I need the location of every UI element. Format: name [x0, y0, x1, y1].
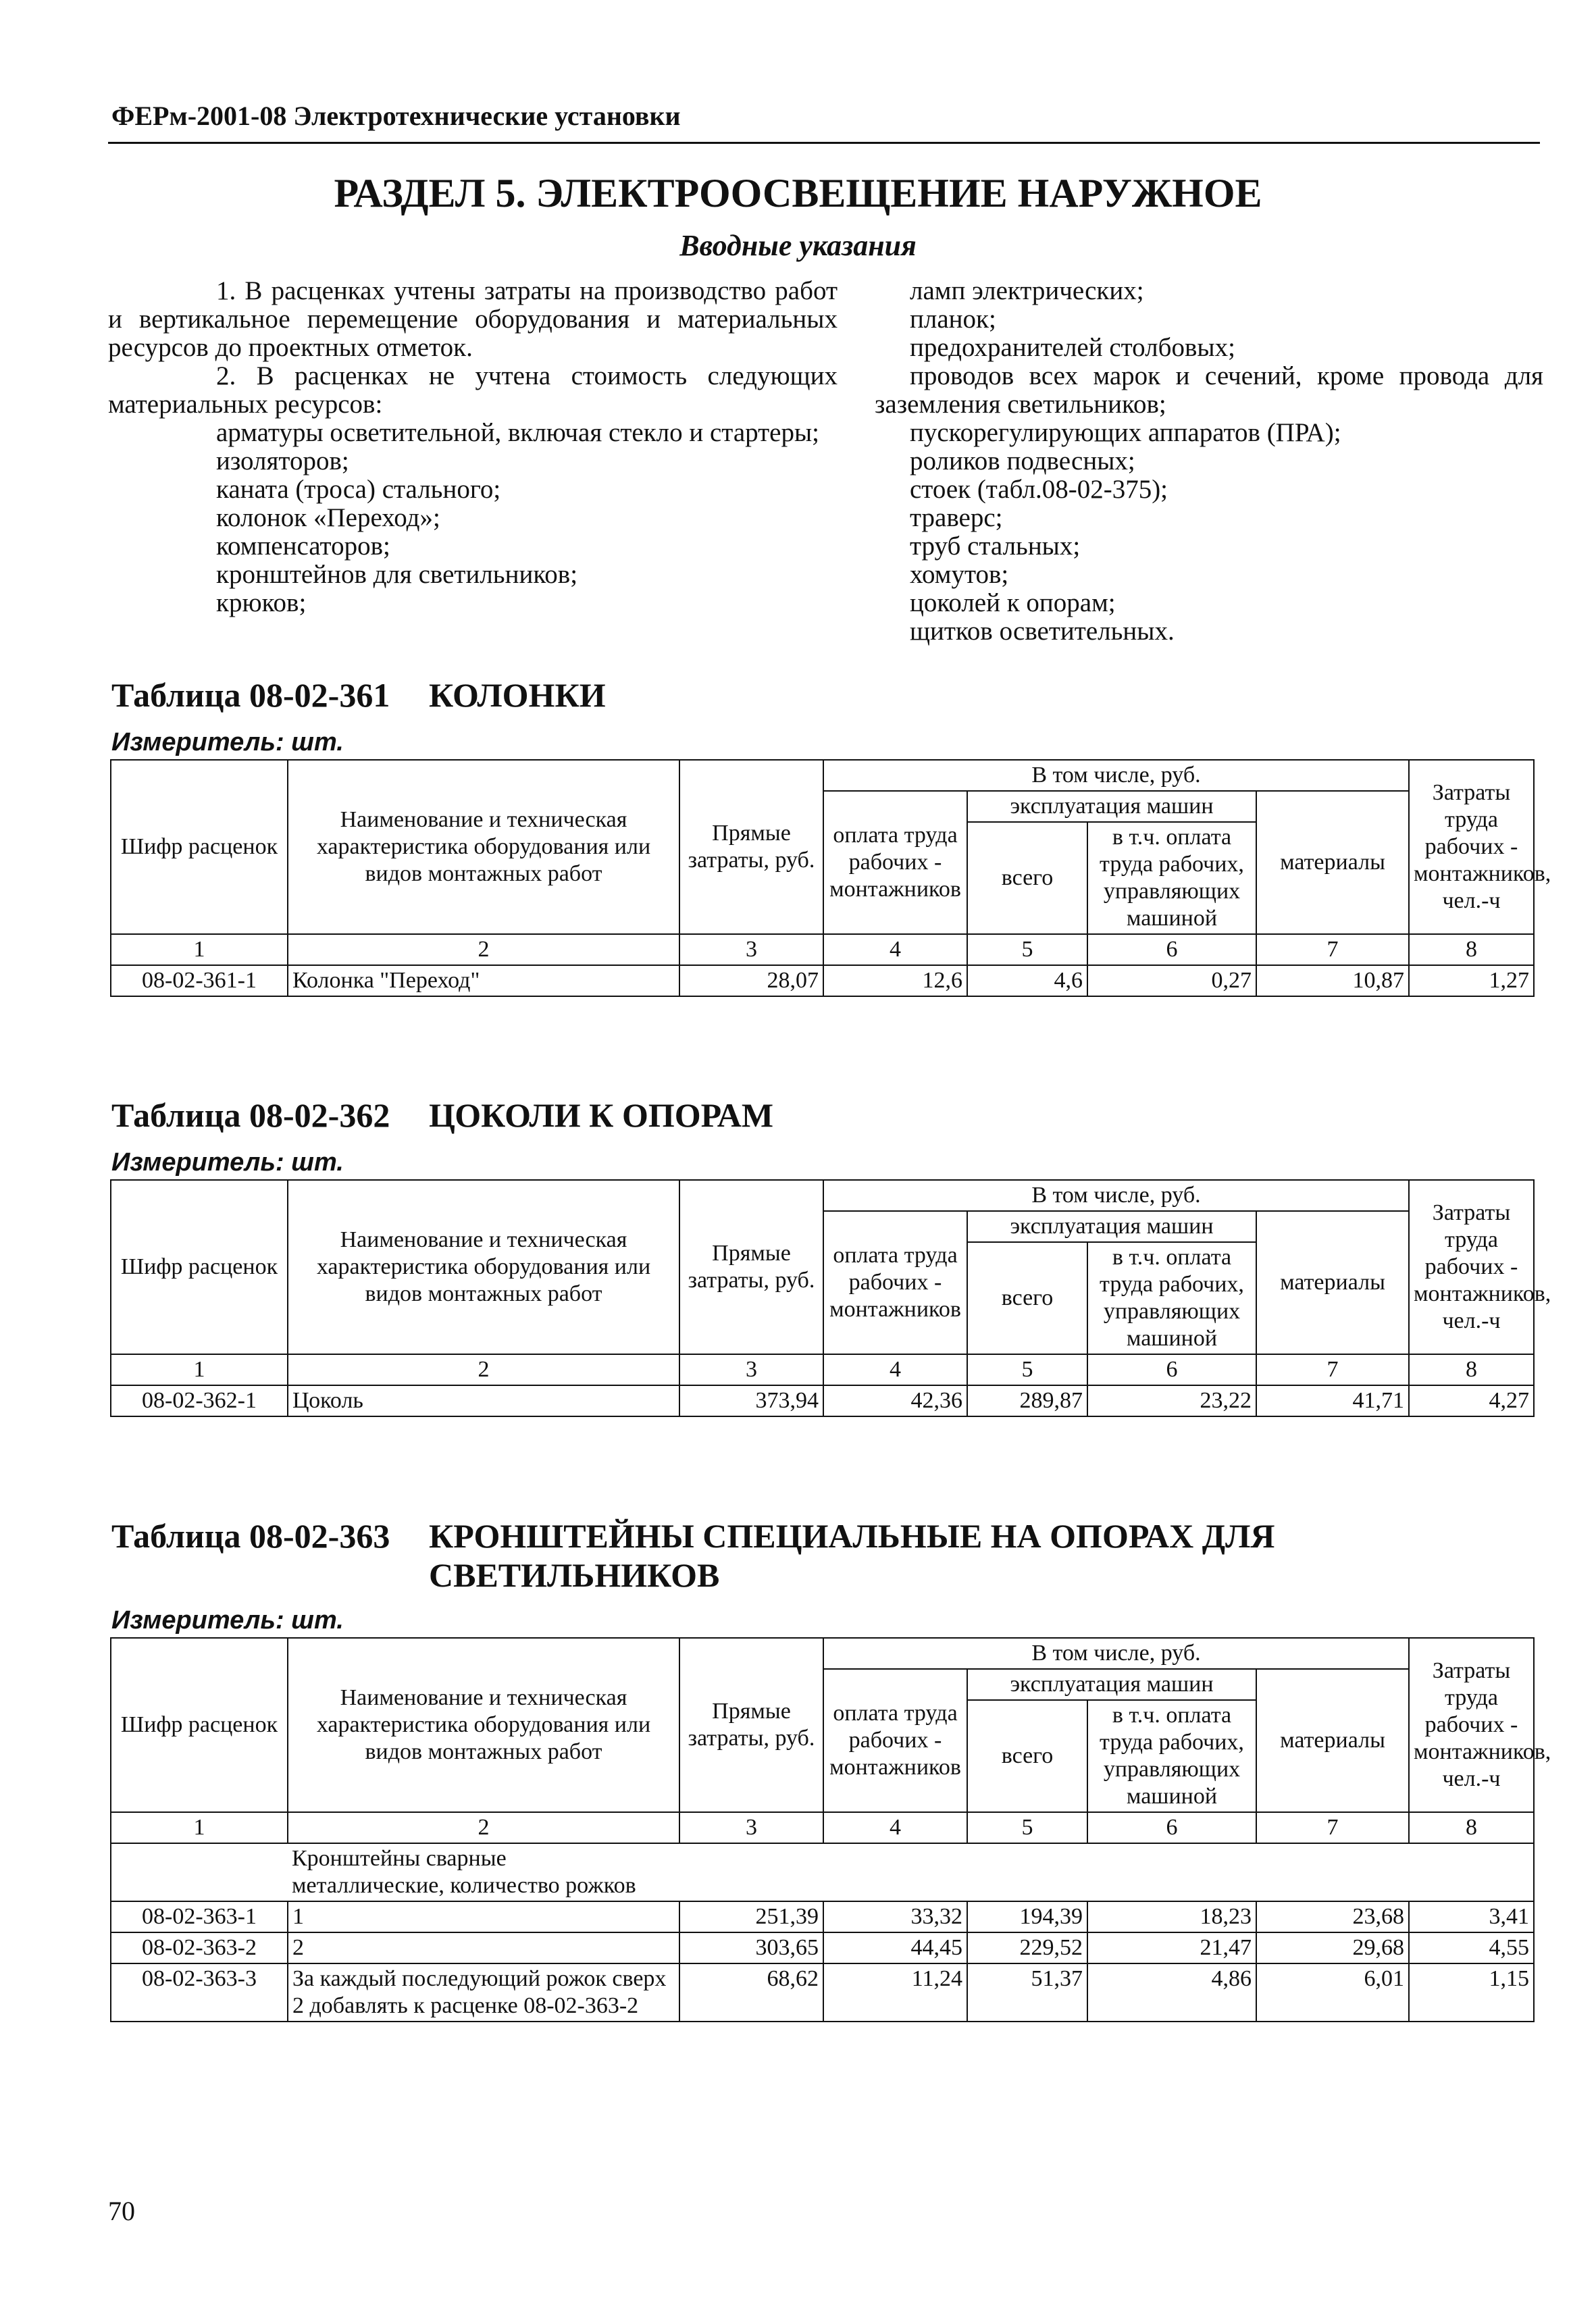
col-header-machines-labor: в т.ч. оплата труда рабочих, управляющих машиной — [1087, 822, 1256, 934]
rate-code: 08-02-362-1 — [111, 1385, 288, 1416]
rates-table-361 — [110, 759, 1551, 997]
rate-name: Колонка "Переход" — [288, 965, 679, 996]
column-number: 4 — [823, 934, 967, 965]
col-header-incl: В том числе, руб. — [823, 1638, 1409, 1669]
col-header-machines: эксплуатация машин — [967, 791, 1256, 822]
measure-unit: Измеритель: шт. — [111, 1148, 344, 1177]
table-row — [111, 965, 1534, 996]
labor-hours: 4,27 — [1409, 1385, 1534, 1416]
header-rule — [108, 142, 1540, 144]
rate-code: 08-02-363-3 — [111, 1963, 288, 2022]
column-number: 1 — [111, 934, 288, 965]
machines-total: 4,6 — [967, 965, 1087, 996]
intro-paragraph: 2. В расценках не учтена стоимость следующих материальных ресурсов: — [108, 361, 838, 419]
col-header-machines-total: всего — [967, 1700, 1087, 1812]
column-number: 7 — [1256, 934, 1409, 965]
material-item: колонок «Переход»; — [216, 503, 440, 532]
col-header-machines-labor: в т.ч. оплата труда рабочих, управляющих машиной — [1087, 1700, 1256, 1812]
rates-table-362 — [110, 1179, 1551, 1417]
col-header-machines-total: всего — [967, 822, 1087, 934]
col-header-incl: В том числе, руб. — [823, 760, 1409, 791]
col-header-name: Наименование и техническая характеристика оборудования или видов монтажных работ — [288, 760, 679, 934]
column-number: 4 — [823, 1812, 967, 1843]
labor-hours: 3,41 — [1409, 1901, 1534, 1932]
intro-paragraph: 1. В расценках учтены затраты на производство работ и вертикальное перемещение оборудования и материальных ресурсов до проектных отметок. — [108, 276, 838, 362]
column-number: 1 — [111, 1354, 288, 1385]
material-item: планок; — [910, 305, 996, 334]
material-item: компенсаторов; — [216, 532, 390, 561]
intro-left-column — [108, 277, 838, 617]
direct-cost: 251,39 — [679, 1901, 823, 1932]
column-number: 4 — [823, 1354, 967, 1385]
direct-cost: 68,62 — [679, 1963, 823, 2022]
machines-labor: 0,27 — [1087, 965, 1256, 996]
table-row — [111, 1901, 1534, 1932]
column-number: 2 — [288, 934, 679, 965]
rate-name: За каждый последующий рожок сверх 2 добавлять к расценке 08-02-363-2 — [288, 1963, 679, 2022]
col-header-hours: Затраты труда рабочих - монтажников, чел.-ч — [1409, 1638, 1534, 1812]
direct-cost: 373,94 — [679, 1385, 823, 1416]
col-header-materials: материалы — [1256, 1211, 1409, 1354]
column-number: 8 — [1409, 1812, 1534, 1843]
section-title: РАЗДЕЛ 5. ЭЛЕКТРООСВЕЩЕНИЕ НАРУЖНОЕ — [334, 171, 1262, 215]
material-item: цоколей к опорам; — [910, 588, 1116, 617]
intro-heading: Вводные указания — [679, 229, 917, 262]
col-header-hours: Затраты труда рабочих - монтажников, чел.-ч — [1409, 1180, 1534, 1354]
material-item: арматуры осветительной, включая стекло и стартеры; — [216, 418, 820, 447]
col-header-labor: оплата труда рабочих - монтажников — [823, 1669, 967, 1812]
table-number: Таблица 08-02-361 — [111, 676, 390, 714]
intro-right-column — [875, 277, 1543, 646]
material-item: каната (троса) стального; — [216, 475, 501, 504]
material-item: ламп электрических; — [910, 276, 1144, 305]
machines-labor: 21,47 — [1087, 1932, 1256, 1963]
material-item: труб стальных; — [910, 532, 1081, 561]
labor-hours: 1,15 — [1409, 1963, 1534, 2022]
machines-total: 51,37 — [967, 1963, 1087, 2022]
table-row — [111, 1385, 1534, 1416]
rate-name: Цоколь — [288, 1385, 679, 1416]
materials-cost: 6,01 — [1256, 1963, 1409, 2022]
column-number: 3 — [679, 934, 823, 965]
col-header-incl: В том числе, руб. — [823, 1180, 1409, 1211]
machines-total: 229,52 — [967, 1932, 1087, 1963]
column-number: 8 — [1409, 934, 1534, 965]
labor-cost: 42,36 — [823, 1385, 967, 1416]
table-number: Таблица 08-02-363 — [111, 1517, 390, 1555]
material-item: щитков осветительных. — [910, 617, 1175, 646]
col-header-machines: эксплуатация машин — [967, 1669, 1256, 1700]
labor-cost: 12,6 — [823, 965, 967, 996]
material-item: проводов всех марок и сечений, кроме провода для заземления светильников; — [875, 361, 1543, 419]
materials-cost: 41,71 — [1256, 1385, 1409, 1416]
machines-total: 194,39 — [967, 1901, 1087, 1932]
col-header-direct: Прямые затраты, руб. — [679, 1180, 823, 1354]
materials-cost: 10,87 — [1256, 965, 1409, 996]
measure-unit: Измеритель: шт. — [111, 728, 344, 756]
material-item: изоляторов; — [216, 446, 349, 475]
col-header-materials: материалы — [1256, 1669, 1409, 1812]
group-row — [111, 1843, 1534, 1901]
column-numbers-row — [111, 934, 1534, 965]
table-name: КРОНШТЕЙНЫ СПЕЦИАЛЬНЫЕ НА ОПОРАХ ДЛЯ СВЕТИЛЬНИКОВ — [429, 1517, 1275, 1594]
material-item: роликов подвесных; — [910, 446, 1135, 475]
direct-cost: 303,65 — [679, 1932, 823, 1963]
page-number: 70 — [108, 2196, 135, 2226]
col-header-direct: Прямые затраты, руб. — [679, 760, 823, 934]
table-name: КОЛОНКИ — [429, 676, 606, 714]
materials-cost: 29,68 — [1256, 1932, 1409, 1963]
rate-name: 2 — [288, 1932, 679, 1963]
column-numbers-row — [111, 1354, 1534, 1385]
running-header: ФЕРм-2001-08 Электротехнические установки — [111, 101, 681, 131]
col-header-hours: Затраты труда рабочих - монтажников, чел.-ч — [1409, 760, 1534, 934]
column-numbers-row — [111, 1812, 1534, 1843]
table-title-362 — [111, 1096, 773, 1135]
machines-labor: 4,86 — [1087, 1963, 1256, 2022]
column-number: 5 — [967, 934, 1087, 965]
table-number: Таблица 08-02-362 — [111, 1096, 390, 1134]
col-header-machines-total: всего — [967, 1242, 1087, 1354]
measure-unit: Измеритель: шт. — [111, 1606, 344, 1635]
column-number: 6 — [1087, 1812, 1256, 1843]
group-label: Кронштейны сварные металлические, количество рожков — [288, 1843, 1534, 1901]
machines-labor: 18,23 — [1087, 1901, 1256, 1932]
labor-cost: 11,24 — [823, 1963, 967, 2022]
column-number: 7 — [1256, 1812, 1409, 1843]
rate-code: 08-02-361-1 — [111, 965, 288, 996]
table-row — [111, 1963, 1534, 2022]
col-header-labor: оплата труда рабочих - монтажников — [823, 1211, 967, 1354]
rate-name: 1 — [288, 1901, 679, 1932]
materials-cost: 23,68 — [1256, 1901, 1409, 1932]
rate-code: 08-02-363-2 — [111, 1932, 288, 1963]
labor-cost: 44,45 — [823, 1932, 967, 1963]
rate-code: 08-02-363-1 — [111, 1901, 288, 1932]
material-item: кронштейнов для светильников; — [216, 560, 578, 589]
column-number: 5 — [967, 1812, 1087, 1843]
col-header-code: Шифр расценок — [111, 1180, 288, 1354]
group-code-empty — [111, 1843, 288, 1901]
column-number: 6 — [1087, 1354, 1256, 1385]
col-header-name: Наименование и техническая характеристика оборудования или видов монтажных работ — [288, 1180, 679, 1354]
material-item: крюков; — [216, 588, 307, 617]
column-number: 2 — [288, 1354, 679, 1385]
column-number: 7 — [1256, 1354, 1409, 1385]
column-number: 3 — [679, 1354, 823, 1385]
machines-total: 289,87 — [967, 1385, 1087, 1416]
material-item: предохранителей столбовых; — [910, 333, 1235, 362]
column-number: 8 — [1409, 1354, 1534, 1385]
col-header-labor: оплата труда рабочих - монтажников — [823, 791, 967, 934]
labor-hours: 1,27 — [1409, 965, 1534, 996]
material-item: пускорегулирующих аппаратов (ПРА); — [910, 418, 1341, 447]
table-title-363 — [111, 1516, 1307, 1595]
col-header-direct: Прямые затраты, руб. — [679, 1638, 823, 1812]
labor-hours: 4,55 — [1409, 1932, 1534, 1963]
table-title-361 — [111, 675, 606, 715]
material-item: хомутов; — [910, 560, 1009, 589]
column-number: 6 — [1087, 934, 1256, 965]
column-number: 1 — [111, 1812, 288, 1843]
col-header-machines: эксплуатация машин — [967, 1211, 1256, 1242]
rates-table-363 — [110, 1637, 1551, 2022]
col-header-materials: материалы — [1256, 791, 1409, 934]
column-number: 5 — [967, 1354, 1087, 1385]
col-header-machines-labor: в т.ч. оплата труда рабочих, управляющих машиной — [1087, 1242, 1256, 1354]
table-name: ЦОКОЛИ К ОПОРАМ — [429, 1096, 774, 1134]
col-header-name: Наименование и техническая характеристика оборудования или видов монтажных работ — [288, 1638, 679, 1812]
machines-labor: 23,22 — [1087, 1385, 1256, 1416]
col-header-code: Шифр расценок — [111, 760, 288, 934]
col-header-code: Шифр расценок — [111, 1638, 288, 1812]
table-row — [111, 1932, 1534, 1963]
material-item: стоек (табл.08-02-375); — [910, 475, 1168, 504]
labor-cost: 33,32 — [823, 1901, 967, 1932]
column-number: 2 — [288, 1812, 679, 1843]
column-number: 3 — [679, 1812, 823, 1843]
material-item: траверс; — [910, 503, 1003, 532]
direct-cost: 28,07 — [679, 965, 823, 996]
